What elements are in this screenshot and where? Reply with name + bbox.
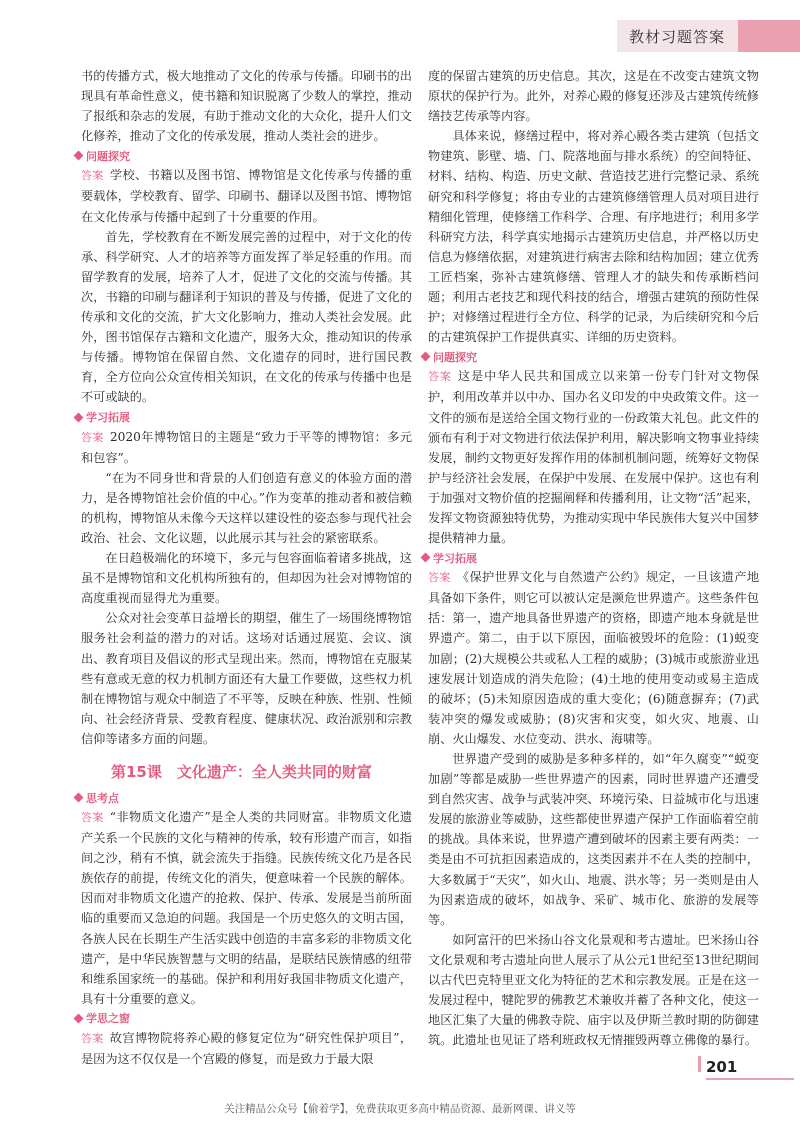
answer-text: 学校、书籍以及图书馆、博物馆是文化传承与传播的重要载体，学校教育、留学、印刷书、翻译以及图书馆、博物馆在文化传承与传播中起到了十分重要的作用。	[81, 168, 413, 224]
footer-note: 关注精品公众号【偷着学】，免费获取更多高中精品资源、最新网课、讲义等	[224, 1103, 576, 1115]
answer-label: 答案	[81, 169, 104, 183]
diamond-icon	[74, 151, 84, 161]
answer-paragraph	[81, 807, 412, 1009]
answer-paragraph	[81, 1028, 412, 1069]
answer-label: 答案	[428, 571, 451, 585]
left-paragraph-5: 公众对社会变革日益增长的期望，催生了一场围绕博物馆服务社会利益的潜力的对话。这场对话通过展览、会议、演出、教育项目及倡议的形式呈现出来。然而，博物馆在克服某些有意或无意的权力机制方面还有大量工作要做，这些权力机制在博物馆与观众中制造了不平等，反映在种族、性别、性倾向、社会经济背景、受教育程度、健康状况、政治派别和宗教信仰等诸多方面的问题。	[81, 611, 412, 746]
section-heading-label: 思考点	[86, 791, 119, 805]
section-heading-learning-extension	[428, 548, 759, 567]
right-paragraph-1: 度的保留古建筑的历史信息。其次，这是在不改变古建筑文物原状的保护行为。此外，对养心殿的修复还涉及古建筑传统修缮技艺传承等内容。	[428, 69, 759, 124]
answer-paragraph	[428, 567, 759, 749]
answer-paragraph	[428, 366, 759, 548]
header-tab	[617, 20, 800, 52]
left-paragraph-4: 在日趋极端化的环境下，多元与包容面临着诸多挑战，这虽不是博物馆和文化机构所独有的，但却因为社会对博物馆的高度重视而显得尤为重要。	[81, 551, 412, 606]
left-column	[81, 66, 412, 1069]
section-heading-label: 学习拓展	[86, 411, 130, 424]
diamond-icon	[74, 793, 84, 803]
right-column	[428, 66, 759, 1050]
page-number-accent	[698, 1056, 701, 1072]
section-heading-thinking-window	[81, 1009, 412, 1028]
answer-label: 答案	[428, 370, 452, 384]
section-heading-label: 学习拓展	[433, 551, 477, 565]
header-accent-block	[738, 20, 800, 52]
answer-label: 答案	[81, 1031, 104, 1045]
diamond-icon	[74, 412, 84, 422]
page-number: 201	[706, 1058, 738, 1076]
header-title: 教材习题答案	[629, 28, 726, 46]
diamond-icon	[421, 352, 431, 362]
answer-paragraph	[81, 427, 412, 468]
answer-text: 这是中华人民共和国成立以来第一份专门针对文物保护，利用改革并以中办、国办名义印发的中央政策文件。这一文件的颁布是送给全国文物行业的一份政策大礼包。此文件的颁布有利于对文物进行依法保护利用，解决影响文物事业持续发展，制约文物更好发挥作用的体制机制问题，统筹好文物保护与经济社会发展，在保护中发展、在发展中保护。这也有利于加强对文物价值的挖掘阐释和传播利用，让文物“活”起来，发挥文物资源独特优势，为推动实现中华民族伟大复兴中国梦提供精神力量。	[428, 369, 759, 546]
section-heading-label: 学思之窗	[86, 1012, 130, 1026]
answer-paragraph	[81, 165, 412, 226]
left-paragraph-2: 首先，学校教育在不断发展完善的过程中，对于文化的传承、科学研究、人才的培养等方面发挥了举足轻重的作用。而留学教育的发展，培养了人才，促进了文化的交流与传播。其次，书籍的印刷与翻译利于知识的普及与传播，促进了文化的传承和文化的交流，扩大文化影响力，推动人类社会发展。此外，图书馆保存古籍和文化遗产，服务大众，推动知识的传承与传播。博物馆在保留自然、文化遗存的同时，进行国民教育，全方位向公众宣传相关知识，在文化的传承与传播中也是不可或缺的。	[81, 229, 412, 405]
lesson-title: 第15课 文化遗产：全人类共同的财富	[111, 763, 372, 781]
page-number-underline	[706, 1078, 794, 1080]
section-heading-label: 问题探究	[86, 149, 130, 163]
answer-label: 答案	[81, 811, 104, 824]
diamond-icon	[74, 1013, 84, 1023]
right-paragraph-4: 如阿富汗的巴米扬山谷文化景观和考古遗址。巴米扬山谷文化景观和考古遗址向世人展示了从公元1世纪至13世纪期间以古代巴克特里亚文化为特征的艺术和宗教发展。正是在这一发展过程中，犍陀罗的佛教艺术兼收并蓄了各种文化，使这一地区汇集了大量的佛教寺院、庙宇以及伊斯兰教时期的防御建筑。此遗址也见证了塔利班政权无情摧毁两尊立佛像的暴行。	[428, 932, 759, 1048]
answer-label: 答案	[81, 430, 104, 444]
answer-text: 《保护世界文化与自然遗产公约》规定，一旦该遗产地具备如下条件，则它可以被认定是濒危世界遗产。这些条件包括：第一，遗产地具备世界遗产的资格，即遗产地本身就是世界遗产。第二，由于以下原因，面临被毁坏的危险：(1)蜕变加剧；(2)大规模公共或私人工程的威胁；(3)城市或旅游业迅速发展计划造成的消失危险；(4)土地的使用变动或易主造成的破坏；(5)未知原因造成的重大变化；(6)随意摒弃；(7)武装冲突的爆发或威胁；(8)灾害和灾变，如火灾、地震、山崩、火山爆发、水位变动、洪水、海啸等。	[428, 570, 760, 746]
right-paragraph-2: 具体来说，修缮过程中，将对养心殿各类古建筑（包括文物建筑、影壁、墙、门、院落地面与排水系统）的空间特征、材料、结构、构造、历史文献、营造技艺进行完整记录、系统研究和科学修复；将由专业的古建筑修缮管理人员对项目进行精细化管理，使修缮工作科学、合理、有序地进行；利用多学科研究方法，科学真实地揭示古建筑历史信息，并严格以历史信息为修缮依据，对建筑进行病害去除和结构加固；建立优秀工匠档案，弥补古建筑修缮、管理人才的缺失和传承断档问题；利用古老技艺和现代科技的结合，增强古建筑的预防性保护；对修缮过程进行全方位、科学的记录，为后续研究和今后的古建筑保护工作提供真实、详细的历史资料。	[428, 129, 759, 345]
left-paragraph-3: “在为不同身世和背景的人们创造有意义的体验方面的潜力，是各博物馆社会价值的中心。”作为变革的推动者和被信赖的机构，博物馆从未像今天这样以建设性的姿态参与现代社会政治、社会、文化议题，以此展示其与社会的紧密联系。	[81, 470, 412, 545]
section-heading-label: 问题探究	[433, 350, 477, 364]
answer-text: “非物质文化遗产”是全人类的共同财富。非物质文化遗产关系一个民族的文化与精神的传承，较有形遗产而言，如指间之沙，稍有不慎，就会流失于指缝。民族传统文化乃是各民族依存的前提，传统文化的消失，便意味着一个民族的解体。因而对非物质文化遗产的抢救、保护、传承、发展是当前所面临的重要而又急迫的问题。我国是一个历史悠久的文明古国，各族人民在长期生产生活实践中创造的丰富多彩的非物质文化遗产，是中华民族智慧与文明的结晶，是联结民族情感的纽带和维系国家统一的基础。保护和利用好我国非物质文化遗产，具有十分重要的意义。	[81, 810, 413, 1006]
diamond-icon	[421, 553, 431, 563]
section-heading-problem-explore	[81, 146, 412, 165]
section-heading-learning-extension	[81, 408, 412, 427]
section-heading-thinking-point	[81, 788, 412, 807]
section-heading-problem-explore	[428, 347, 759, 366]
answer-text: 故宫博物院将养心殿的修复定位为“研究性保护项目”，是因为这不仅仅是一个宫殿的修复，而是致力于最大限	[81, 1030, 413, 1067]
answer-text: 2020年博物馆日的主题是“致力于平等的博物馆：多元和包容”。	[81, 429, 413, 465]
right-paragraph-3: 世界遗产受到的威胁是多种多样的，如“年久腐变”“蜕变加剧”等都是威胁一些世界遗产的因素，同时世界遗产还遭受到自然灾害、战争与武装冲突、环境污染、日益城市化与迅速发展的旅游业等威胁，这些都使世界遗产保护工作面临着空前的挑战。具体来说，世界遗产遭到破坏的因素主要有两类：一类是由不可抗拒因素造成的，这类因素并不在人类的控制中，大多数属于“天灾”，如火山、地震、洪水等；另一类则是由人为因素造成的破坏，如战争、采矿、城市化、旅游的发展等等。	[428, 752, 759, 927]
left-paragraph-1: 书的传播方式，极大地推动了文化的传承与传播。印刷书的出现具有革命性意义，使书籍和知识脱离了少数人的掌控，推动了报纸和杂志的发展，有助于推动文化的大众化，提升人们文化修养，推动了文化的传承发展，推动人类社会的进步。	[81, 69, 412, 144]
